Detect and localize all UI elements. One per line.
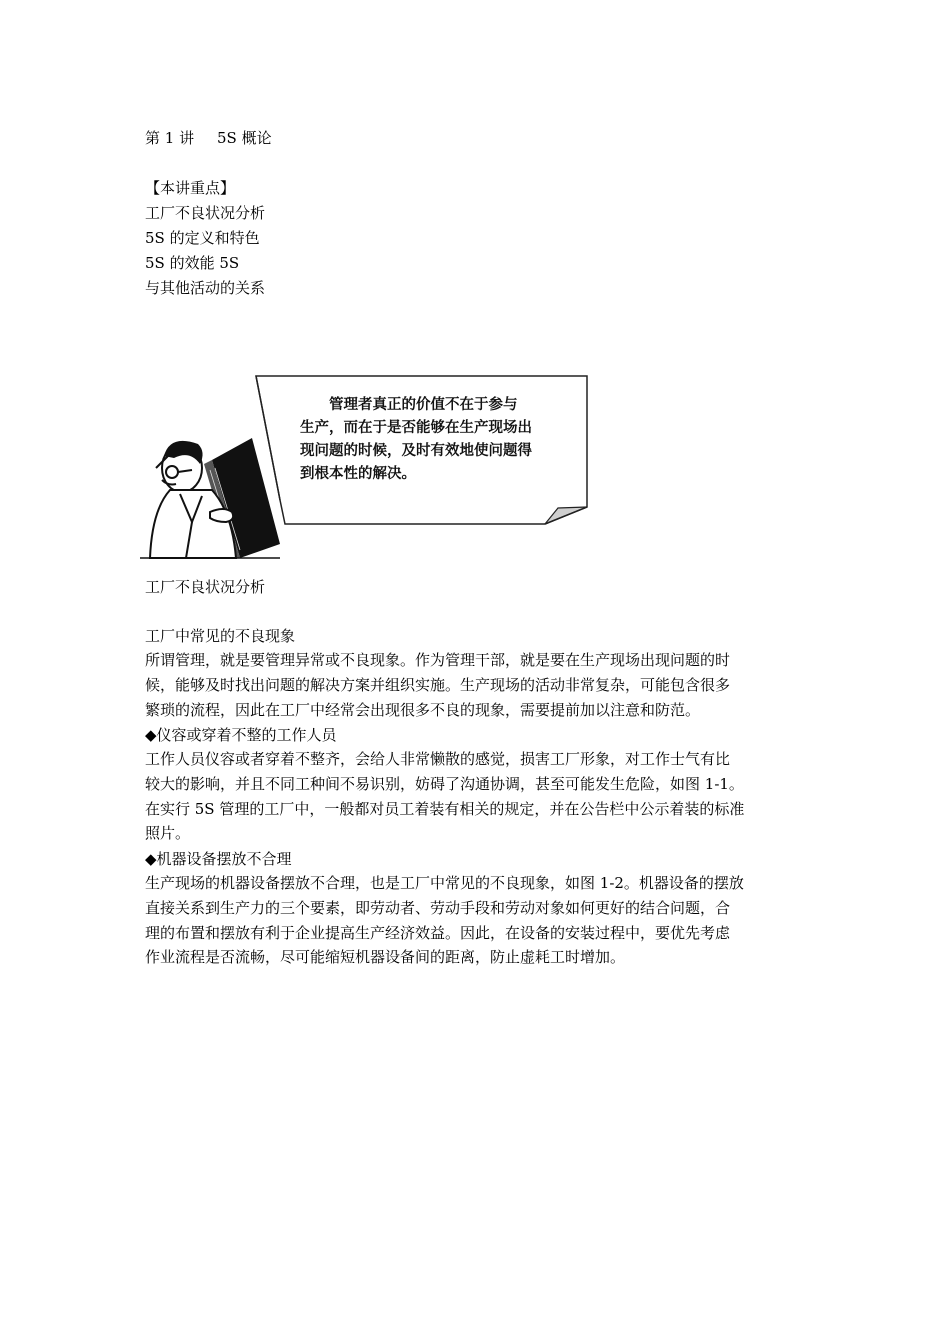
key-point-item: 5S 的效能 5S bbox=[145, 254, 240, 272]
item2-heading: ◆机器设备摆放不合理 bbox=[145, 850, 292, 868]
section-title: 工厂不良状况分析 bbox=[145, 578, 266, 596]
intro-paragraph: 所谓管理，就是要管理异常或不良现象。作为管理干部，就是要在生产现场出现问题的时 候，能够及时找出问题的解决方案并组织实施。生产现场的活动非常复杂，可能包含很多 繁琐的流程，因此在工厂中经常会出现很多不良的现象，需要提前加以注意和防范。 bbox=[145, 651, 731, 719]
key-point-item: 与其他活动的关系 bbox=[145, 279, 266, 297]
key-point-item: 工厂不良状况分析 bbox=[145, 204, 266, 222]
item1-heading: ◆仪容或穿着不整的工作人员 bbox=[145, 726, 337, 744]
quote-line: 管理者真正的价值不在于参与 bbox=[329, 397, 518, 413]
quote-text bbox=[300, 394, 570, 486]
lesson-title bbox=[145, 126, 272, 150]
lesson-name: 5S 概论 bbox=[217, 129, 272, 147]
subsection-title: 工厂中常见的不良现象 bbox=[145, 627, 296, 645]
lesson-number: 第 1 讲 bbox=[145, 129, 195, 147]
item2-paragraph: 生产现场的机器设备摆放不合理，也是工厂中常见的不良现象，如图 1-2。机器设备的摆放 直接关系到生产力的三个要素，即劳动者、劳动手段和劳动对象如何更好的结合问题，合 理的布置和摆放有利于企业提高生产经济效益。因此，在设备的安装过程中，要优先考虑 作业流程是否流畅，尽可能缩短机器设备间的距离，防止虚耗工时增加。 bbox=[145, 874, 744, 967]
item1-paragraph: 工作人员仪容或者穿着不整齐，会给人非常懒散的感觉，损害工厂形象，对工作士气有比 较大的影响，并且不同工种间不易识别，妨碍了沟通协调，甚至可能发生危险，如图 1-1。 在实行 5S 管理的工厂中，一般都对员工着装有相关的规定，并在公告栏中公示着装的标准 照片。 bbox=[145, 750, 745, 843]
quote-line: 生产，而在于是否能够在生产现场出 bbox=[300, 420, 532, 436]
quote-line: 现问题的时候，及时有效地使问题得 bbox=[300, 443, 532, 459]
key-points-heading: 【本讲重点】 bbox=[145, 179, 236, 197]
quote-line: 到根本性的解决。 bbox=[300, 466, 416, 482]
key-point-item: 5S 的定义和特色 bbox=[145, 229, 260, 247]
man-with-book-icon bbox=[140, 438, 280, 558]
